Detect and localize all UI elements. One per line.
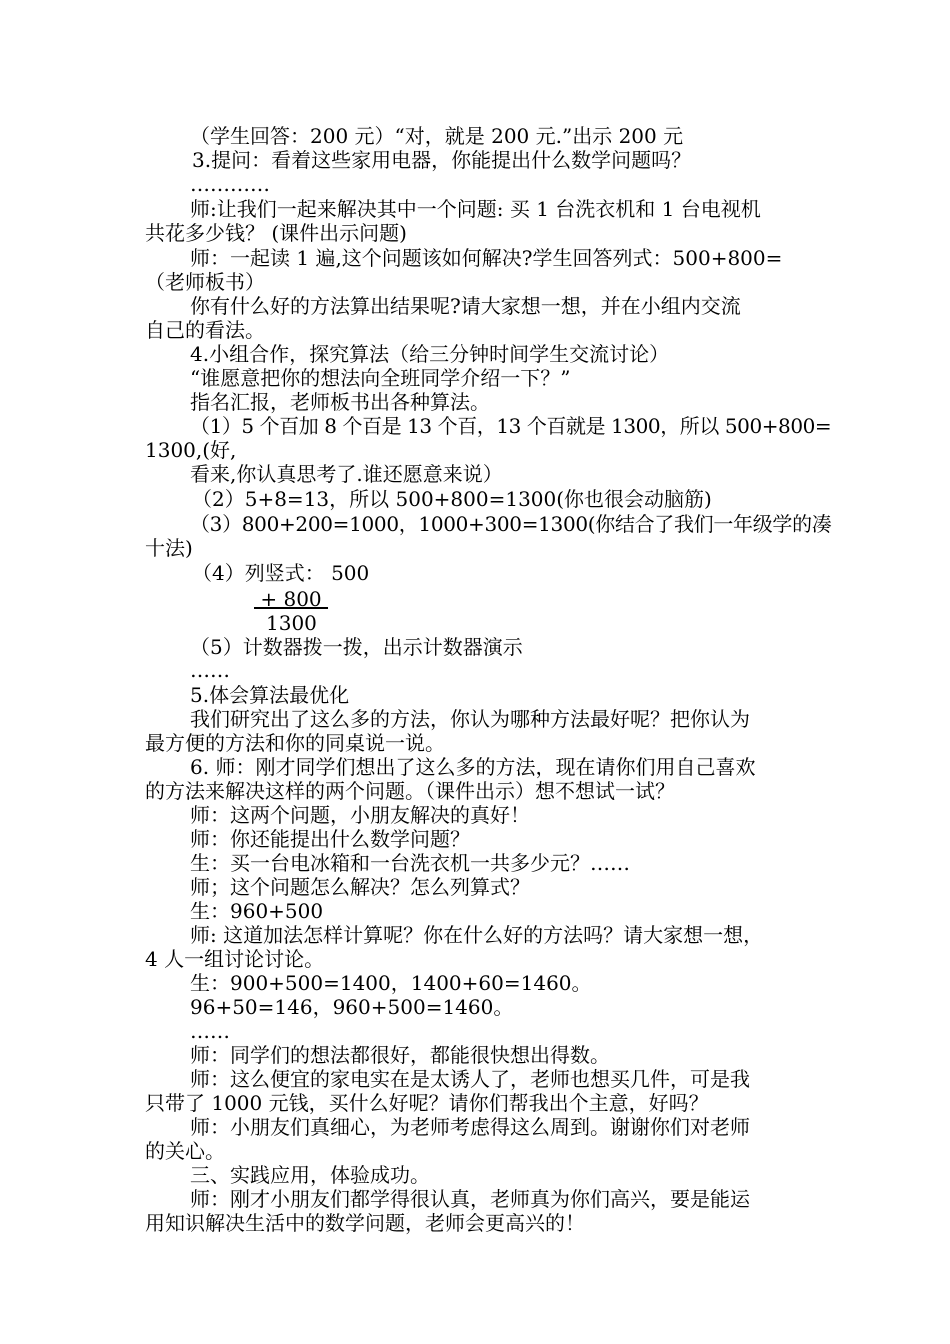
text-line: （1）5 个百加 8 个百是 13 个百，13 个百就是 1300，所以 500+800= (190, 414, 832, 438)
text-line: 的关心。 (145, 1139, 225, 1163)
text-line: （2）5+8=13，所以 500+800=1300(你也很会动脑筋) (192, 487, 712, 511)
text-line: 你有什么好的方法算出结果呢?请大家想一想，并在小组内交流 (190, 294, 741, 318)
text-line: （3）800+200=1000，1000+300=1300(你结合了我们一年级学的凑 (190, 512, 832, 536)
text-line: 看来,你认真思考了.谁还愿意来说） (190, 462, 503, 486)
text-line: 的方法来解决这样的两个问题。（课件出示）想不想试一试？ (145, 779, 675, 803)
text-line: 师：你还能提出什么数学问题？ (190, 827, 470, 851)
text-line: 生：900+500=1400，1400+60=1460。 (190, 971, 592, 995)
text-line: 自己的看法。 (145, 318, 265, 342)
text-line: 96+50=146，960+500=1460。 (190, 995, 514, 1019)
text-line: ………… (190, 172, 270, 196)
text-line: 师:让我们一起来解决其中一个问题: 买 1 台洗衣机和 1 台电视机 (190, 197, 761, 221)
text-line: （4）列竖式： 500 (192, 561, 370, 585)
text-line: 1300,(好, (145, 438, 237, 462)
text-line: 只带了 1000 元钱，买什么好呢？请你们帮我出个主意，好吗？ (145, 1091, 709, 1115)
text-line: …… (190, 1019, 230, 1043)
text-line: 最方便的方法和你的同桌说一说。 (145, 731, 445, 755)
text-line: “谁愿意把你的想法向全班同学介绍一下？” (190, 366, 571, 390)
text-line: 4 人一组讨论讨论。 (145, 947, 325, 971)
text-line: 生：960+500 (190, 899, 324, 923)
text-line: 共花多少钱？ (课件出示问题) (145, 221, 407, 245)
vertical-addend-line: + 800 (254, 587, 329, 611)
text-line: 师：同学们的想法都很好，都能很快想出得数。 (190, 1043, 610, 1067)
text-line: 师：这两个问题，小朋友解决的真好！ (190, 803, 530, 827)
section-heading: 5.体会算法最优化 (190, 683, 350, 707)
text-line: 生：买一台电冰箱和一台洗衣机一共多少元？…… (190, 851, 630, 875)
text-line: （学生回答：200 元）“对，就是 200 元.”出示 200 元 (190, 124, 684, 148)
vertical-sum-line: 1300 (266, 611, 317, 635)
text-line: 用知识解决生活中的数学问题，老师会更高兴的！ (145, 1211, 585, 1235)
section-heading: 三、实践应用，体验成功。 (190, 1163, 430, 1187)
text-line: 4.小组合作，探究算法（给三分钟时间学生交流讨论） (190, 342, 670, 366)
text-line: 师：小朋友们真细心，为老师考虑得这么周到。谢谢你们对老师 (190, 1115, 750, 1139)
text-line: 师：这么便宜的家电实在是太诱人了，老师也想买几件，可是我 (190, 1067, 750, 1091)
text-line: 十法) (145, 536, 193, 560)
text-line: （老师板书） (145, 270, 265, 294)
text-line: 指名汇报，老师板书出各种算法。 (190, 390, 490, 414)
text-line: 师：刚才小朋友们都学得很认真，老师真为你们高兴，要是能运 (190, 1187, 750, 1211)
text-line: （5）计数器拨一拨，出示计数器演示 (190, 635, 523, 659)
text-line: 我们研究出了这么多的方法，你认为哪种方法最好呢？把你认为 (190, 707, 750, 731)
text-line: 师: 这道加法怎样计算呢？你在什么好的方法吗？请大家想一想， (190, 923, 764, 947)
text-line: 3.提问：看着这些家用电器，你能提出什么数学问题吗？ (192, 148, 692, 172)
text-line: 师；这个问题怎么解决？怎么列算式？ (190, 875, 530, 899)
text-line: …… (190, 658, 230, 682)
text-line: 6. 师：刚才同学们想出了这么多的方法，现在请你们用自己喜欢 (190, 755, 756, 779)
text-line: 师：一起读 1 遍,这个问题该如何解决?学生回答列式：500+800= (190, 246, 783, 270)
